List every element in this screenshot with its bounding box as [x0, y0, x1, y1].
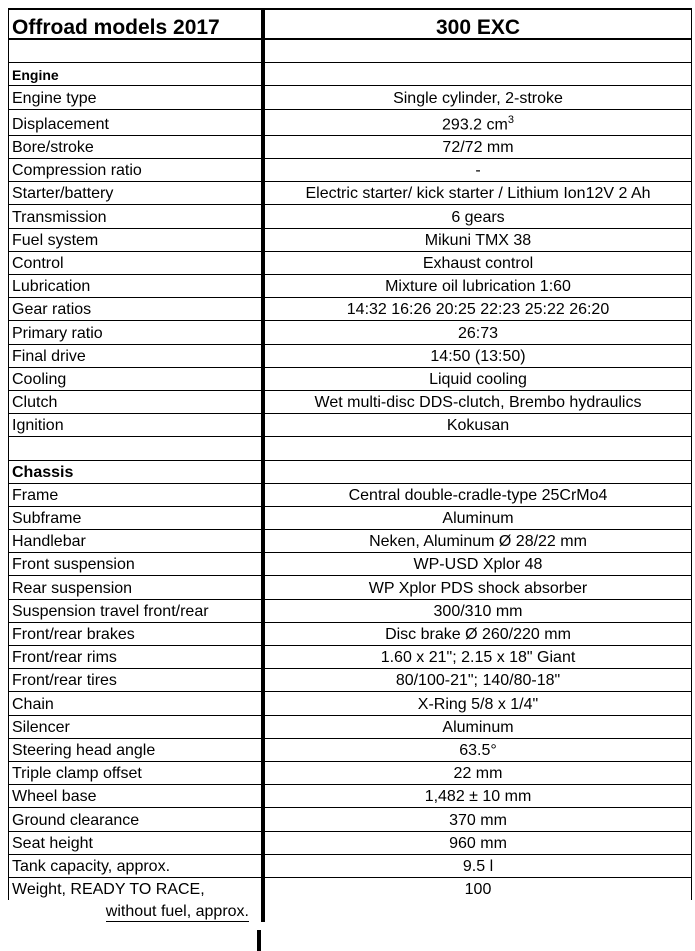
spec-row	[9, 367, 692, 390]
blank-value-cell	[263, 39, 692, 63]
continuation-row	[9, 900, 692, 922]
spec-row	[9, 738, 692, 761]
spec-label: Ignition	[9, 414, 264, 437]
spec-row	[9, 321, 692, 344]
spec-row	[9, 86, 692, 109]
spec-value: 1.60 x 21"; 2.15 x 18" Giant	[263, 646, 692, 669]
spec-value: Aluminum	[263, 715, 692, 738]
spec-label: Final drive	[9, 344, 264, 367]
spec-label: Control	[9, 251, 264, 274]
spec-value	[263, 109, 692, 135]
spec-value: 14:32 16:26 20:25 22:23 25:22 26:20	[263, 298, 692, 321]
spec-label: Cooling	[9, 367, 264, 390]
section-row	[9, 63, 692, 86]
spec-value: Kokusan	[263, 414, 692, 437]
spec-label: Bore/stroke	[9, 135, 264, 158]
section-heading: Engine	[9, 63, 264, 86]
spec-label: Transmission	[9, 205, 264, 228]
spec-value: X-Ring 5/8 x 1/4"	[263, 692, 692, 715]
spec-label: Frame	[9, 483, 264, 506]
spec-value-text: 293.2 cm	[442, 115, 508, 133]
spec-label: Starter/battery	[9, 182, 264, 205]
spec-label: Gear ratios	[9, 298, 264, 321]
header-row	[9, 9, 692, 39]
spec-value: Exhaust control	[263, 251, 692, 274]
spec-label: Weight, READY TO RACE,	[9, 877, 264, 900]
spec-label: Displacement	[9, 109, 264, 135]
spec-value: -	[263, 159, 692, 182]
spec-value: Mikuni TMX 38	[263, 228, 692, 251]
spec-value: 960 mm	[263, 831, 692, 854]
model-name: 300 EXC	[263, 9, 692, 39]
spec-value: Electric starter/ kick starter / Lithium Ion12V 2 Ah	[263, 182, 692, 205]
spec-row	[9, 761, 692, 784]
spec-value: 63.5°	[263, 738, 692, 761]
spec-label: Engine type	[9, 86, 264, 109]
continuation-value-cell	[263, 900, 692, 922]
spec-value: Wet multi-disc DDS-clutch, Brembo hydraulics	[263, 390, 692, 413]
spec-row	[9, 530, 692, 553]
spec-row	[9, 414, 692, 437]
spec-label: Silencer	[9, 715, 264, 738]
spec-label: Handlebar	[9, 530, 264, 553]
spec-value: 80/100-21"; 140/80-18"	[263, 669, 692, 692]
spec-value: Liquid cooling	[263, 367, 692, 390]
spec-label: Seat height	[9, 831, 264, 854]
spec-row	[9, 483, 692, 506]
spec-label: Steering head angle	[9, 738, 264, 761]
spec-value: 6 gears	[263, 205, 692, 228]
spec-row	[9, 692, 692, 715]
spec-row	[9, 390, 692, 413]
spec-label: Subframe	[9, 506, 264, 529]
spec-label: Clutch	[9, 390, 264, 413]
column-divider-tail	[257, 930, 261, 951]
spec-value: Central double-cradle-type 25CrMo4	[263, 483, 692, 506]
spec-label: Chain	[9, 692, 264, 715]
spec-label: Triple clamp offset	[9, 761, 264, 784]
spec-row	[9, 109, 692, 135]
spec-label: Front/rear rims	[9, 646, 264, 669]
spec-row	[9, 715, 692, 738]
spec-value: 1,482 ± 10 mm	[263, 785, 692, 808]
spec-sheet	[8, 8, 692, 922]
spec-label: Suspension travel front/rear	[9, 599, 264, 622]
spec-row	[9, 785, 692, 808]
blank-label-cell	[9, 39, 264, 63]
unit-superscript: 3	[507, 113, 514, 126]
spec-label: Tank capacity, approx.	[9, 854, 264, 877]
spec-label-continuation: without fuel, approx.	[105, 903, 249, 921]
spec-value: 26:73	[263, 321, 692, 344]
spec-value: Aluminum	[263, 506, 692, 529]
section-value-cell	[263, 63, 692, 86]
section-value-cell	[263, 460, 692, 483]
spec-row	[9, 182, 692, 205]
spec-table	[8, 8, 692, 922]
spec-label: Rear suspension	[9, 576, 264, 599]
spec-row	[9, 622, 692, 645]
spec-value: Mixture oil lubrication 1:60	[263, 275, 692, 298]
spec-label: Ground clearance	[9, 808, 264, 831]
spec-value: Single cylinder, 2-stroke	[263, 86, 692, 109]
spec-value: 9.5 l	[263, 854, 692, 877]
sheet-title: Offroad models 2017	[9, 9, 264, 39]
spec-label: Front/rear brakes	[9, 622, 264, 645]
spec-label: Compression ratio	[9, 159, 264, 182]
spec-label: Lubrication	[9, 275, 264, 298]
spec-value: Neken, Aluminum Ø 28/22 mm	[263, 530, 692, 553]
spec-row	[9, 135, 692, 158]
spec-row	[9, 831, 692, 854]
spec-row	[9, 808, 692, 831]
blank-label-cell	[9, 437, 264, 460]
spec-value: 14:50 (13:50)	[263, 344, 692, 367]
spec-row	[9, 506, 692, 529]
spec-row	[9, 599, 692, 622]
spec-row	[9, 205, 692, 228]
spec-row	[9, 298, 692, 321]
spec-row	[9, 576, 692, 599]
spec-row	[9, 669, 692, 692]
spec-value: Disc brake Ø 260/220 mm	[263, 622, 692, 645]
spec-row	[9, 251, 692, 274]
spec-label: Front/rear tires	[9, 669, 264, 692]
spec-value: 300/310 mm	[263, 599, 692, 622]
spec-value: WP-USD Xplor 48	[263, 553, 692, 576]
spec-label: Fuel system	[9, 228, 264, 251]
spec-label: Wheel base	[9, 785, 264, 808]
blank-row	[9, 39, 692, 63]
blank-value-cell	[263, 437, 692, 460]
spec-row	[9, 344, 692, 367]
spec-row	[9, 553, 692, 576]
spec-value: 22 mm	[263, 761, 692, 784]
spec-label: Front suspension	[9, 553, 264, 576]
spec-row	[9, 275, 692, 298]
section-heading: Chassis	[9, 460, 264, 483]
spec-value: 370 mm	[263, 808, 692, 831]
spec-value: 100	[263, 877, 692, 900]
blank-row	[9, 437, 692, 460]
spec-row	[9, 228, 692, 251]
spec-row	[9, 646, 692, 669]
spec-row	[9, 159, 692, 182]
spec-row	[9, 877, 692, 900]
spec-row	[9, 854, 692, 877]
spec-value: WP Xplor PDS shock absorber	[263, 576, 692, 599]
section-row	[9, 460, 692, 483]
spec-value: 72/72 mm	[263, 135, 692, 158]
spec-label: Primary ratio	[9, 321, 264, 344]
continuation-cell	[9, 900, 264, 922]
